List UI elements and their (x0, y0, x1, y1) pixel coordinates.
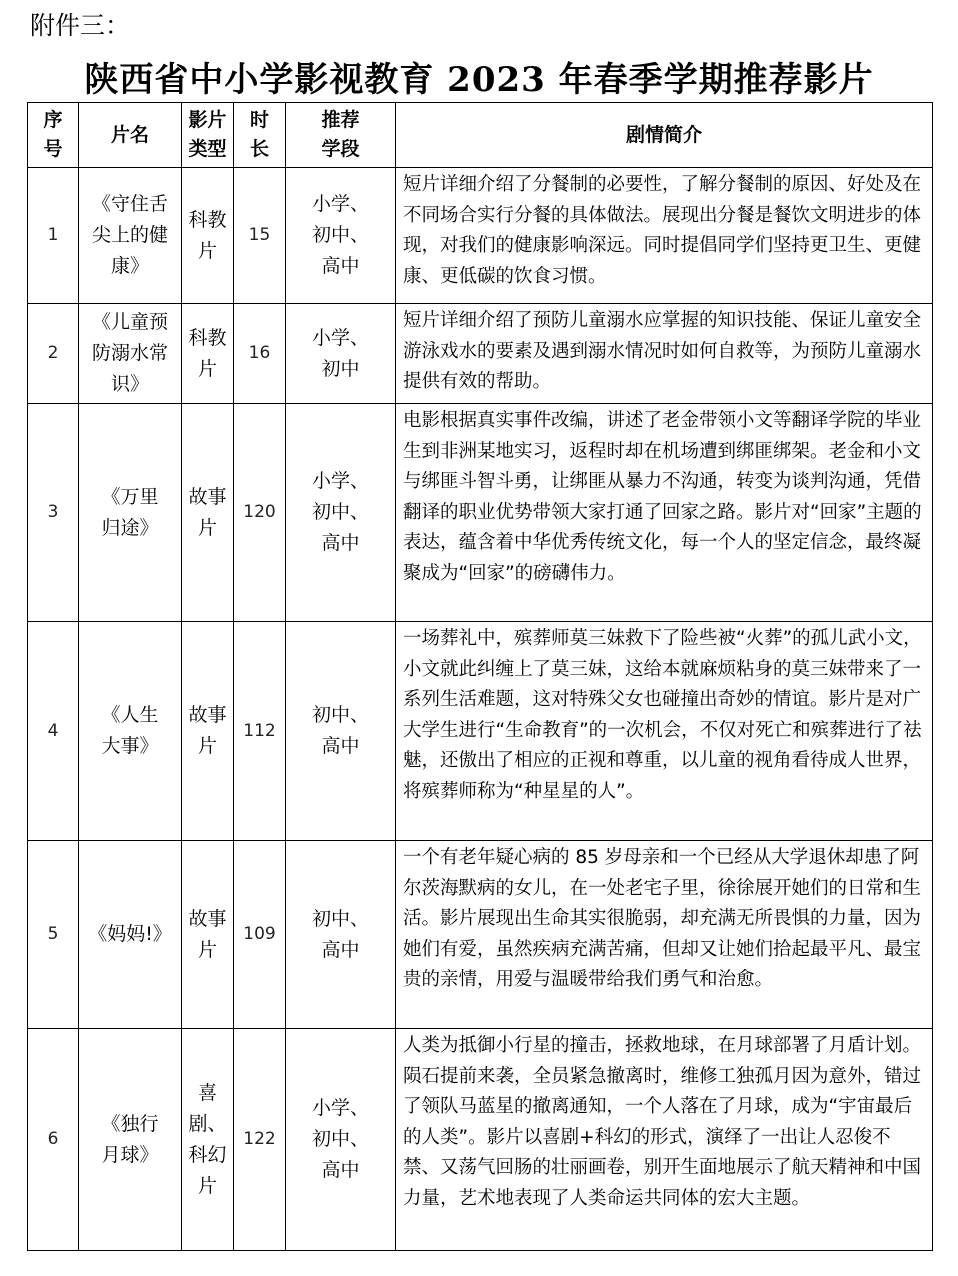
cell-synopsis: 短片详细介绍了分餐制的必要性，了解分餐制的原因、好处及在不同场合实行分餐的具体做法。展现出分餐是餐饮文明进步的体现，对我们的健康影响深远。同时提倡同学们坚持更卫生、更健康、更低碳的饮食习惯。 (396, 168, 933, 304)
film-type: 故事片 (188, 704, 227, 757)
film-type: 科教片 (188, 326, 227, 380)
film-title: 《妈妈!》 (88, 923, 172, 945)
cell-type (182, 622, 234, 841)
film-title: 《万里归途》 (101, 485, 159, 539)
cell-grades (286, 841, 396, 1029)
grade-levels: 小学、初中 (311, 326, 369, 380)
cell-synopsis: 一场葬礼中，殡葬师莫三妹救下了险些被“火葬”的孤儿武小文，小文就此纠缠上了莫三妹，这给本就麻烦粘身的莫三妹带来了一系列生活难题，这对特殊父女也碰撞出奇妙的情谊。影片是对广大学生进行“生命教育”的一次机会，不仅对死亡和殡葬进行了祛魅，还傲出了相应的正视和尊重，以儿童的视角看待成人世界，将殡葬师称为“种星星的人”。 (396, 622, 933, 841)
cell-name (79, 1029, 182, 1251)
table-row (28, 304, 933, 404)
cell-seq: 6 (28, 1029, 79, 1251)
cell-synopsis: 短片详细介绍了预防儿童溺水应掌握的知识技能、保证儿童安全游泳戏水的要素及遇到溺水情况时如何自救等，为预防儿童溺水提供有效的帮助。 (396, 304, 933, 404)
cell-type (182, 841, 234, 1029)
header-seq: 序号 (28, 103, 79, 168)
header-name: 片名 (79, 103, 182, 168)
cell-synopsis: 人类为抵御小行星的撞击，拯救地球，在月球部署了月盾计划。陨石提前来袭，全员紧急撤离时，维修工独孤月因为意外，错过了领队马蓝星的撤离通知，一个人落在了月球，成为“宇宙最后的人类”。影片以喜剧+科幻的形式，演绎了一出让人忍俊不禁、又荡气回肠的壮丽画卷，别开生面地展示了航天精神和中国力量，艺术地表现了人类命运共同体的宏大主题。 (396, 1029, 933, 1251)
grade-levels: 初中、高中 (311, 907, 369, 961)
cell-grades (286, 404, 396, 622)
film-title: 《人生大事》 (101, 704, 159, 757)
cell-type (182, 304, 234, 404)
header-duration: 时长 (234, 103, 286, 168)
cell-duration: 15 (234, 168, 286, 304)
cell-grades (286, 1029, 396, 1251)
cell-name (79, 404, 182, 622)
cell-seq: 1 (28, 168, 79, 304)
grade-levels: 小学、初中、高中 (311, 470, 369, 554)
header-type: 影片类型 (182, 103, 234, 168)
cell-synopsis: 电影根据真实事件改编，讲述了老金带领小文等翻译学院的毕业生到非洲某地实习，返程时却在机场遭到绑匪绑架。老金和小文与绑匪斗智斗勇，让绑匪从暴力不沟通，转变为谈判沟通，凭借翻译的职业优势带领大家打通了回家之路。影片对“回家”主题的表达，蕴含着中华优秀传统文化，每一个人的坚定信念，最终凝聚成为“回家”的磅礴伟力。 (396, 404, 933, 622)
table-row (28, 404, 933, 622)
cell-grades (286, 168, 396, 304)
cell-type (182, 1029, 234, 1251)
cell-seq: 3 (28, 404, 79, 622)
film-title: 《儿童预防溺水常识》 (91, 311, 168, 395)
cell-duration: 16 (234, 304, 286, 404)
cell-duration: 122 (234, 1029, 286, 1251)
table-row (28, 168, 933, 304)
cell-synopsis: 一个有老年疑心病的 85 岁母亲和一个已经从大学退休却患了阿尔茨海默病的女儿，在一处老宅子里，徐徐展开她们的日常和生活。影片展现出生命其实很脆弱，却充满无所畏惧的力量，因为她们有爱，虽然疾病充满苦痛，但却又让她们拾起最平凡、最宝贵的亲情，用爱与温暖带给我们勇气和治愈。 (396, 841, 933, 1029)
grade-levels: 小学、初中、高中 (311, 1097, 369, 1181)
grade-levels: 小学、初中、高中 (311, 193, 369, 277)
cell-seq: 4 (28, 622, 79, 841)
cell-type (182, 168, 234, 304)
film-title: 《守住舌尖上的健康》 (91, 193, 168, 277)
grade-levels: 初中、高中 (311, 704, 369, 757)
header-row (28, 103, 933, 168)
cell-name (79, 841, 182, 1029)
cell-name (79, 304, 182, 404)
film-type: 喜剧、科幻片 (188, 1081, 227, 1197)
cell-type (182, 404, 234, 622)
cell-seq: 2 (28, 304, 79, 404)
cell-name (79, 168, 182, 304)
header-grades: 推荐学段 (286, 103, 396, 168)
page-title: 陕西省中小学影视教育 2023 年春季学期推荐影片 (84, 60, 874, 100)
film-title: 《独行月球》 (101, 1112, 159, 1166)
cell-seq: 5 (28, 841, 79, 1029)
cell-duration: 109 (234, 841, 286, 1029)
film-type: 故事片 (188, 485, 227, 539)
attachment-label: 附件三： (30, 11, 131, 40)
cell-duration: 120 (234, 404, 286, 622)
film-type: 科教片 (188, 208, 227, 262)
cell-name (79, 622, 182, 841)
table-row (28, 622, 933, 841)
cell-grades (286, 622, 396, 841)
cell-grades (286, 304, 396, 404)
header-synopsis: 剧情简介 (396, 103, 933, 168)
film-type: 故事片 (188, 907, 227, 961)
table-row (28, 841, 933, 1029)
table-row (28, 1029, 933, 1251)
film-table (27, 102, 933, 1251)
cell-duration: 112 (234, 622, 286, 841)
